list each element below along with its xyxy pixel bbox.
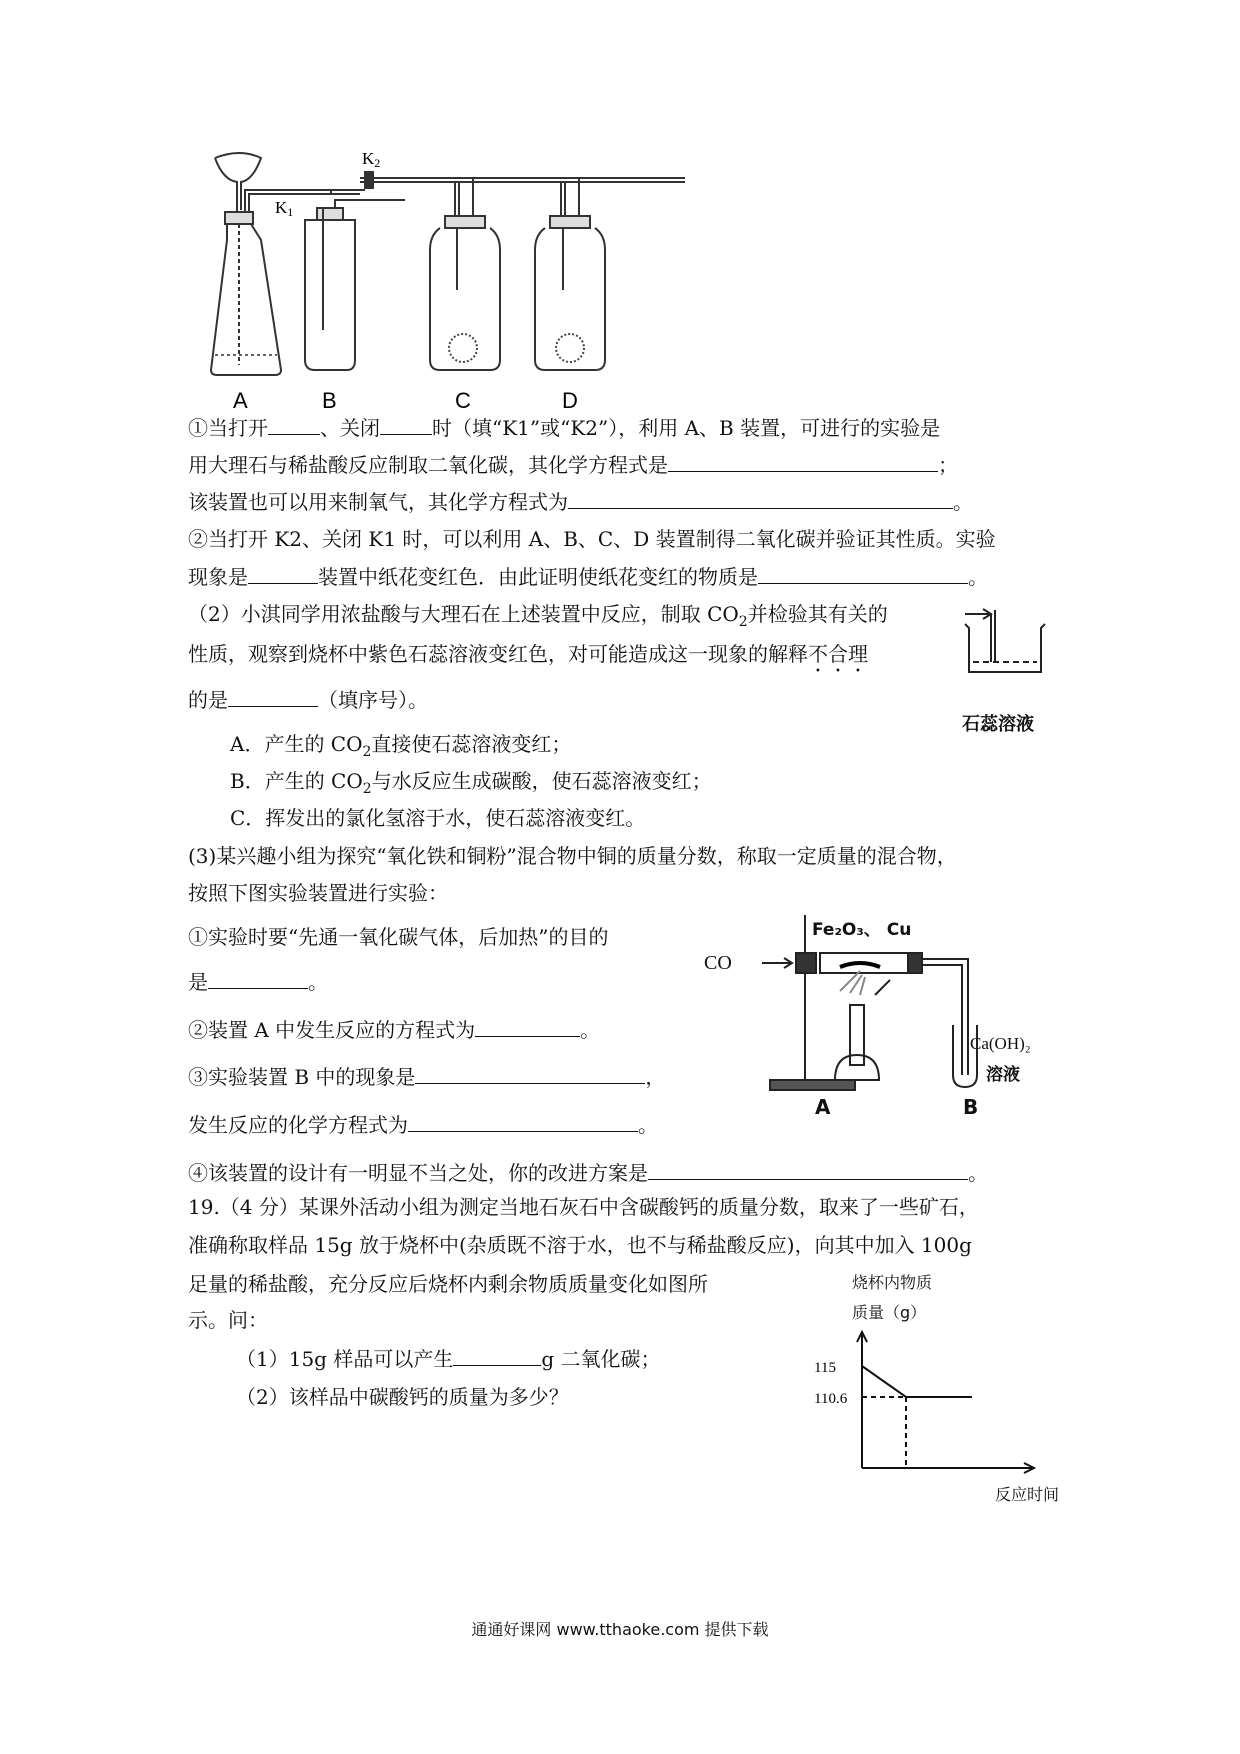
caoh2-label: Ca(OH)₂ — [970, 1034, 1031, 1053]
mass-time-chart — [810, 1320, 1040, 1480]
q2-option-a: A．产生的 $CO_2$直接使石蕊溶液变红； — [230, 732, 572, 760]
gas-apparatus-figure — [205, 150, 685, 415]
page-footer: 通通好课网 www.tthaoke.com 提供下载 — [471, 1620, 769, 1639]
q3-step2: ②装置 A 中发生反应的方程式为 。 — [188, 1018, 601, 1042]
answer-blank[interactable] — [268, 414, 320, 435]
answer-blank[interactable] — [408, 1111, 638, 1132]
answer-blank[interactable] — [415, 1063, 645, 1084]
q1-line2: 用大理石与稀盐酸反应制取二氧化碳，其化学方程式是 ； — [188, 453, 958, 477]
answer-blank[interactable] — [648, 1159, 968, 1180]
answer-blank[interactable] — [453, 1345, 541, 1366]
q3-step5: ④该装置的设计有一明显不当之处，你的改进方案是 。 — [188, 1161, 988, 1185]
mass-series-line — [862, 1366, 972, 1397]
chart-xlabel: 反应时间 — [995, 1485, 1060, 1504]
q2-line2: 性质，观察到烧杯中紫色石蕊溶液变红色，对可能造成这一现象的解释不合理 — [188, 642, 868, 666]
reagent-label: Fe₂O₃、 Cu — [812, 920, 912, 940]
co-inlet-label: CO — [704, 952, 732, 974]
q3-step3: ③实验装置 B 中的现象是 ， — [188, 1065, 666, 1089]
y-tick-label: 110.6 — [814, 1391, 848, 1407]
q2-option-b: B．产生的 $CO_2$与水反应生成碳酸，使石蕊溶液变红； — [230, 769, 712, 797]
answer-blank[interactable] — [758, 563, 968, 584]
q3-step1: ①实验时要“先通一氧化碳气体，后加热”的目的 — [188, 925, 609, 949]
q19-part2: （2）该样品中碳酸钙的质量为多少？ — [236, 1385, 569, 1409]
q2-option-c: C．挥发出的氯化氢溶于水，使石蕊溶液变红。 — [230, 806, 646, 830]
valve-k1-label: K1 — [275, 198, 294, 219]
answer-blank[interactable] — [668, 451, 938, 472]
q2-line1: （2）小淇同学用浓盐酸与大理石在上述装置中反应，制取 $CO_2$并检验其有关的 — [188, 602, 888, 630]
q19-line3: 足量的稀盐酸，充分反应后烧杯内剩余物质质量变化如图所 — [188, 1272, 708, 1296]
answer-blank[interactable] — [228, 686, 318, 707]
chart-ylabel-line2: 质量（g） — [852, 1303, 927, 1322]
apparatus-a-label: A — [815, 1095, 831, 1119]
q1-line1: ①当打开 、关闭 时（填“K1”或“K2”），利用 A、B 装置，可进行的实验是 — [188, 416, 941, 440]
litmus-beaker-figure — [955, 606, 1065, 678]
q1-line3: 该装置也可以用来制氧气，其化学方程式为 。 — [188, 490, 973, 514]
q1-line5: 现象是 装置中纸花变红色．由此证明使纸花变红的物质是 。 — [188, 565, 988, 589]
solution-label: 溶液 — [986, 1065, 1020, 1085]
apparatus-label-a: A — [233, 388, 248, 413]
q19-part1: （1）15g 样品可以产生 g 二氧化碳； — [236, 1347, 661, 1371]
apparatus-label-c: C — [455, 388, 471, 413]
apparatus-b-label: B — [963, 1095, 979, 1119]
apparatus-label-b: B — [322, 388, 337, 413]
q2-line3: 的是 （填序号）。 — [188, 688, 428, 712]
answer-blank[interactable] — [380, 414, 432, 435]
q19-line2: 准确称取样品 15g 放于烧杯中(杂质既不溶于水，也不与稀盐酸反应)，向其中加入 100g — [188, 1233, 972, 1257]
q19-line4: 示。问： — [188, 1308, 268, 1332]
y-tick-label: 115 — [814, 1360, 836, 1376]
answer-blank[interactable] — [248, 563, 318, 584]
apparatus-label-d: D — [562, 388, 578, 413]
answer-blank[interactable] — [475, 1016, 580, 1037]
q3-step1-cont: 是 。 — [188, 970, 328, 994]
answer-blank[interactable] — [568, 488, 953, 509]
chart-ylabel-line1: 烧杯内物质 — [852, 1273, 933, 1292]
q3-line2: 按照下图实验装置进行实验： — [188, 881, 448, 905]
q3-step4: 发生反应的化学方程式为 。 — [188, 1113, 658, 1137]
q3-line1: (3)某兴趣小组为探究“氧化铁和铜粉”混合物中铜的质量分数，称取一定质量的混合物， — [188, 844, 957, 868]
answer-blank[interactable] — [208, 968, 308, 989]
valve-k2-label: K2 — [362, 150, 381, 170]
q1-line4: ②当打开 K2、关闭 K1 时，可以利用 A、B、C、D 装置制得二氧化碳并验证其性质。实验 — [188, 527, 996, 551]
litmus-solution-label: 石蕊溶液 — [962, 714, 1034, 735]
q19-line1: 19.（4 分）某课外活动小组为测定当地石灰石中含碳酸钙的质量分数，取来了一些矿石， — [188, 1195, 979, 1219]
